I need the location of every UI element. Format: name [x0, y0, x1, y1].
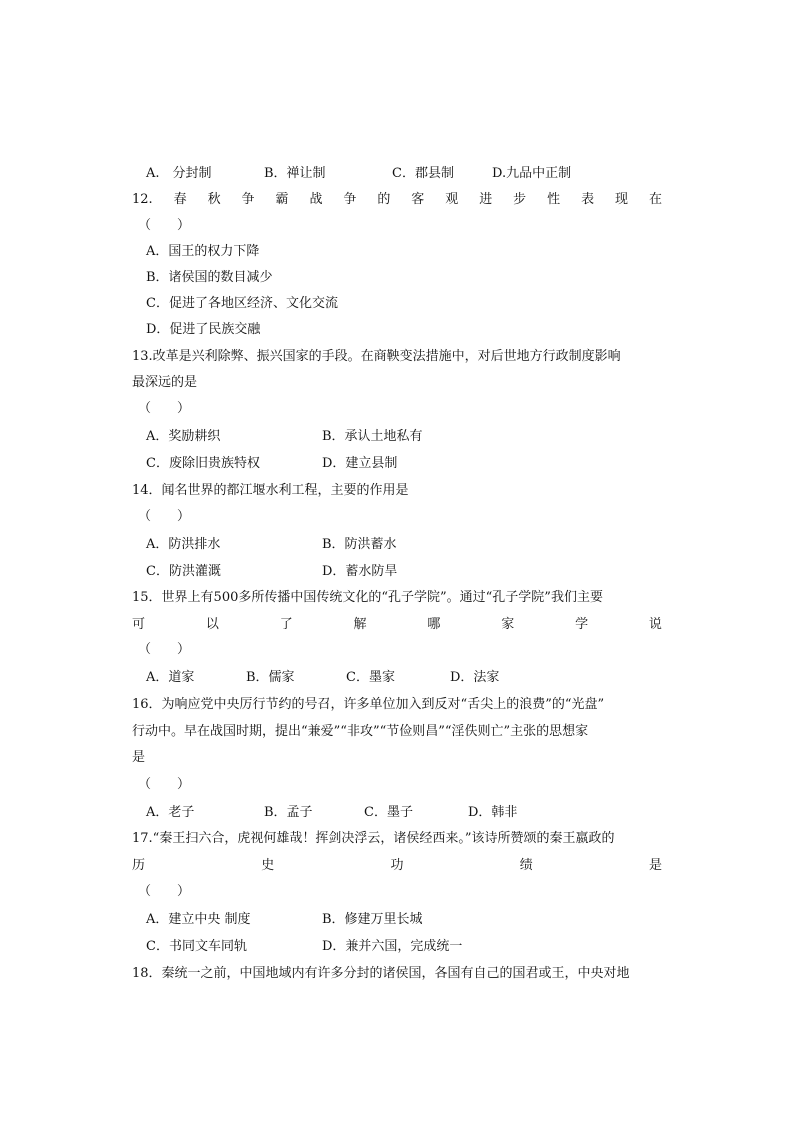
- q15-char: 哪: [427, 617, 441, 632]
- q15-option-a: A．道家: [146, 670, 195, 685]
- q17-char: 历: [132, 858, 146, 873]
- q11-option-c: C．郡县制: [392, 166, 454, 181]
- q16-stem-line2: 行动中。早在战国时期，提出“兼爱”“非攻”“节俭则昌”“淫佚则亡”主张的思想家: [132, 724, 589, 739]
- q13-option-b: B．承认土地私有: [322, 429, 423, 444]
- q16-option-d: D．韩非: [468, 805, 518, 820]
- q13-stem-line2: 最深远的是: [132, 375, 198, 390]
- q17-option-d: D．兼并六国，完成统一: [322, 939, 463, 954]
- q14-options-row2: [146, 562, 662, 582]
- q13-stem-line1: 13.改革是兴利除弊、振兴国家的手段。在商鞅变法措施中，对后世地方行政制度影响: [132, 349, 621, 364]
- q12-char: 战: [309, 192, 323, 207]
- q15-char: 可: [132, 617, 146, 632]
- q11-options: [146, 164, 662, 184]
- q12-char: 12.: [132, 192, 153, 207]
- q11-option-d: D.九品中正制: [492, 166, 572, 181]
- q13-option-d: D．建立县制: [322, 456, 398, 471]
- q12-char: 在: [648, 192, 662, 207]
- q12-char: 争: [343, 192, 357, 207]
- q17-char: 史: [261, 858, 275, 873]
- q12-char: 争: [241, 192, 255, 207]
- q12-char: 性: [547, 192, 561, 207]
- q15-answer-blank: （ ）: [138, 642, 191, 657]
- q15-option-c: C．墨家: [346, 670, 395, 685]
- q17-char: 绩: [519, 858, 533, 873]
- q15-char: 了: [279, 617, 293, 632]
- q12-char: 步: [513, 192, 527, 207]
- q14-option-d: D．蓄水防旱: [322, 564, 398, 579]
- q12-option-d: D．促进了民族交融: [146, 322, 261, 337]
- q15-char: 家: [501, 617, 515, 632]
- q12-char: 进: [479, 192, 493, 207]
- q15-char: 解: [353, 617, 367, 632]
- q14-option-a: A．防洪排水: [146, 537, 221, 552]
- q12-option-a: A．国王的权力下降: [146, 244, 260, 259]
- q12-char: 观: [445, 192, 459, 207]
- q18-stem-line1: 18．秦统一之前，中国地域内有许多分封的诸侯国，各国有自己的国君或王，中央对地: [132, 966, 630, 981]
- q14-options-row1: [146, 535, 662, 555]
- q12-char: 春: [173, 192, 187, 207]
- q11-option-b: B．禅让制: [264, 166, 326, 181]
- q15-options: [146, 668, 662, 688]
- q17-option-c: C．书同文车同轨: [146, 939, 247, 954]
- q14-answer-blank: （ ）: [138, 509, 191, 524]
- q13-answer-blank: （ ）: [138, 401, 191, 416]
- q15-char: 以: [205, 617, 219, 632]
- q17-option-b: B．修建万里长城: [322, 912, 423, 927]
- q16-option-c: C．墨子: [364, 805, 413, 820]
- q16-stem-line3: 是: [132, 750, 146, 765]
- q12-char: 霸: [275, 192, 289, 207]
- q13-options-row1: [146, 427, 662, 447]
- q14-option-b: B．防洪蓄水: [322, 537, 397, 552]
- q17-option-a: A．建立中央 制度: [146, 912, 251, 927]
- q17-char: 是: [648, 858, 662, 873]
- q15-option-d: D．法家: [450, 670, 500, 685]
- q13-option-c: C．废除旧贵族特权: [146, 456, 260, 471]
- q17-answer-blank: （ ）: [138, 884, 191, 899]
- q12-char: 现: [615, 192, 629, 207]
- q12-stem: [132, 190, 662, 210]
- q16-answer-blank: （ ）: [138, 777, 191, 792]
- q11-option-a: A. 分封制: [146, 166, 212, 181]
- q17-options-row1: [146, 910, 662, 930]
- q15-char: 学: [575, 617, 589, 632]
- q12-char: 表: [581, 192, 595, 207]
- q14-option-c: C．防洪灌溉: [146, 564, 221, 579]
- q12-char: 的: [377, 192, 391, 207]
- q15-option-b: B．儒家: [246, 670, 295, 685]
- q16-option-b: B．孟子: [264, 805, 313, 820]
- q13-option-a: A．奖励耕织: [146, 429, 221, 444]
- q12-char: 秋: [207, 192, 221, 207]
- q12-char: 客: [411, 192, 425, 207]
- q17-stem-line1: 17.“秦王扫六合，虎视何雄哉！挥剑决浮云，诸侯经西来。”该诗所赞颂的秦王嬴政的: [132, 831, 615, 846]
- q17-options-row2: [146, 937, 662, 957]
- q12-option-c: C．促进了各地区经济、文化交流: [146, 296, 338, 311]
- q12-answer-blank: （ ）: [138, 218, 191, 233]
- q16-options: [146, 803, 662, 823]
- q17-stem-line2: [132, 856, 662, 876]
- q15-stem-line2: [132, 615, 662, 635]
- q12-option-b: B．诸侯国的数目减少: [146, 270, 273, 285]
- q16-option-a: A．老子: [146, 805, 195, 820]
- q16-stem-line1: 16．为响应党中央厉行节约的号召，许多单位加入到反对“舌尖上的浪费”的“光盘”: [132, 697, 605, 712]
- q15-stem-line1: 15．世界上有500多所传播中国传统文化的“孔子学院”。通过“孔子学院”我们主要: [132, 590, 603, 605]
- q15-char: 说: [648, 617, 662, 632]
- q17-char: 功: [390, 858, 404, 873]
- q13-options-row2: [146, 454, 662, 474]
- q14-stem: 14．闻名世界的都江堰水利工程，主要的作用是: [132, 483, 409, 498]
